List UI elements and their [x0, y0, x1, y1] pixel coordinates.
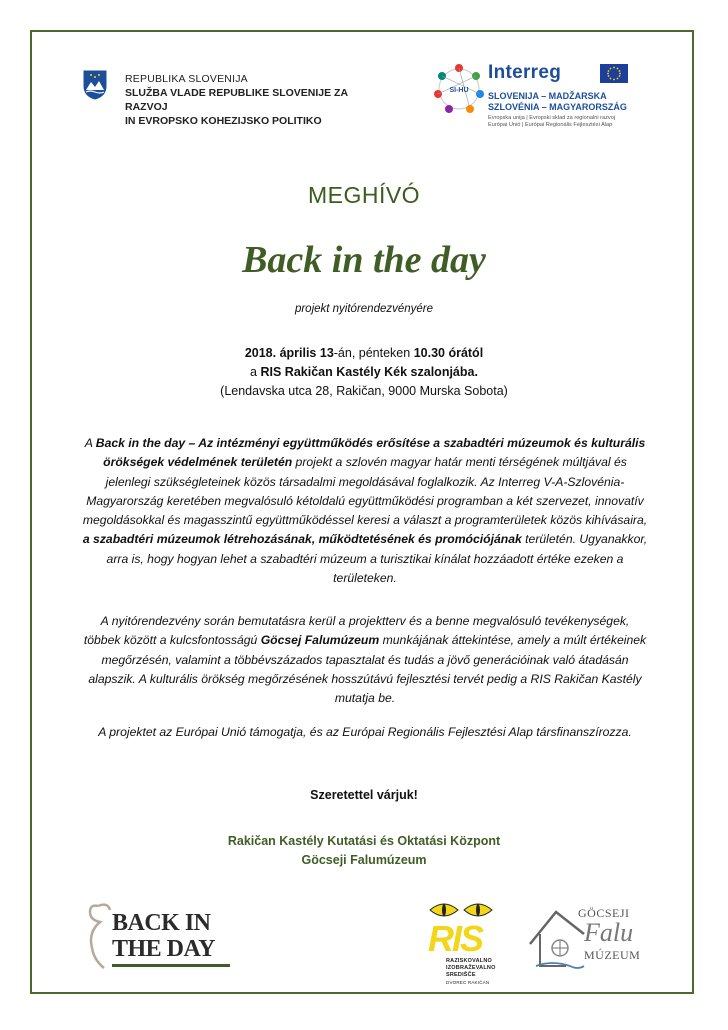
welcome-text: Szeretettel várjuk!	[310, 788, 418, 802]
p2-part-c: munkájának áttekintése, amely a múlt értékeinek megőrzésén, valamint a többévszázados tapasztalat és tudás a jövő generációinak való átadásán alapszik. A kulturális örökség megőrzésének hosszútávú fejlesztési tervét pedig a RIS Rakičan Kastély mutatja be.	[88, 633, 647, 706]
event-time: 10.30 órától	[413, 346, 484, 360]
p1-part-c: projekt a szlovén magyar határ menti térségének múltjával és jelenlegi szükségleteinek közös társadalmi megoldásával foglalkozik. Az Interreg V-A-Szlovénia-Magyarország keretében megvalósuló kétoldalú együttműködési programban a két szervezet, innovatív megoldásokkal és magasszintű együttműködéssel keresi a választ a programterületek közös kihívásaira,	[82, 455, 648, 528]
gf-muzeum-text: MÚZEUM	[584, 948, 641, 962]
ris-logo	[424, 898, 500, 990]
house-roof-icon	[526, 904, 586, 974]
organizer-1: Rakičan Kastély Kutatási és Oktatási Központ	[227, 834, 501, 848]
back-in-the-day-logo	[84, 898, 232, 978]
event-address: (Lendavska utca 28, Rakičan, 9000 Murska Sobota)	[220, 384, 508, 398]
project-subtitle: projekt nyitórendezvényére	[294, 303, 434, 315]
body-paragraph-2	[82, 612, 648, 708]
si-hu-label: SI-HU	[449, 87, 469, 94]
p1-part-b: Back in the day – Az intézményi együttműködés erősítése a szabadtéri múzeumok és kulturális örökségek védelmének területén	[95, 436, 646, 470]
organizer-2: Göcseji Falumúzeum	[301, 853, 427, 867]
p1-part-a: A	[84, 436, 96, 450]
event-place: RIS Rakičan Kastély Kék szalonjába.	[260, 365, 478, 379]
gf-falu-text: Falu	[584, 918, 634, 947]
bitd-line-2: THE DAY	[112, 936, 215, 962]
p2-part-b: Göcsej Falumúzeum	[260, 633, 380, 648]
ris-wordmark: RIS	[428, 918, 483, 959]
interreg-logo	[432, 58, 654, 128]
project-title: Back in the day	[242, 239, 486, 281]
interreg-wordmark: Interreg	[488, 62, 562, 83]
event-date-suffix: -án, pénteken	[333, 346, 414, 360]
eu-flag-icon	[600, 64, 628, 83]
p1-part-e: területén. Ugyanakkor, arra is, hogy hogyan lehet a szabadtéri múzeum a turisztikai kínálat hozzáadott értéke ezeken a területeken.	[106, 532, 648, 586]
gf-top-text: GÖCSEJI	[578, 906, 630, 920]
event-place-line	[0, 363, 728, 382]
gov-line-2: SLUŽBA VLADE REPUBLIKE SLOVENIJE ZA RAZVOJ	[125, 87, 348, 113]
event-date: 2018. április 13	[244, 346, 334, 360]
slovenia-crest-icon	[83, 70, 107, 100]
interreg-line-1: SLOVENIJA – MADŽARSKA	[488, 91, 607, 101]
body-paragraph-3: A projektet az Európai Unió támogatja, és az Európai Regionális Fejlesztési Alap társfinanszírozza.	[98, 725, 632, 739]
government-logo	[83, 68, 353, 128]
ris-small-1: RAZISKOVALNO	[446, 958, 492, 964]
gov-line-3: IN EVROPSKO KOHEZIJSKO POLITIKO	[125, 115, 322, 127]
interreg-small-1: Evropska unija | Evropski sklad za regionalni razvoj	[488, 115, 616, 121]
body-paragraph-1	[82, 434, 648, 588]
bitd-underline	[112, 964, 230, 967]
event-details	[0, 344, 728, 401]
ris-small-4: DVOREC RAKIČAN	[446, 980, 490, 985]
p2-part-a: A nyitórendezvény során bemutatásra kerül a projektterv és a benne megvalósuló tevékenységek, többek között a kulcsfontosságú	[83, 614, 630, 648]
gocseji-falumuzeum-logo	[526, 900, 656, 976]
event-place-prefix: a	[250, 365, 261, 379]
interreg-line-2: SZLOVÉNIA – MAGYARORSZÁG	[488, 102, 627, 112]
gov-line-1: REPUBLIKA SLOVENIJA	[125, 73, 248, 85]
ris-small-3: SREDIŠČE	[446, 972, 476, 978]
ris-small-2: IZOBRAŽEVALNO	[446, 965, 496, 971]
si-hu-network-icon	[432, 62, 486, 116]
p1-part-d: a szabadtéri múzeumok létrehozásának, működtetésének és promóciójának	[82, 532, 522, 547]
bitd-line-1: BACK IN	[112, 910, 211, 936]
invitation-heading: MEGHÍVÓ	[307, 182, 421, 208]
interreg-small-2: Európai Unió | Európai Regionális Fejlesztési Alap	[488, 122, 613, 128]
event-date-line	[0, 344, 728, 363]
